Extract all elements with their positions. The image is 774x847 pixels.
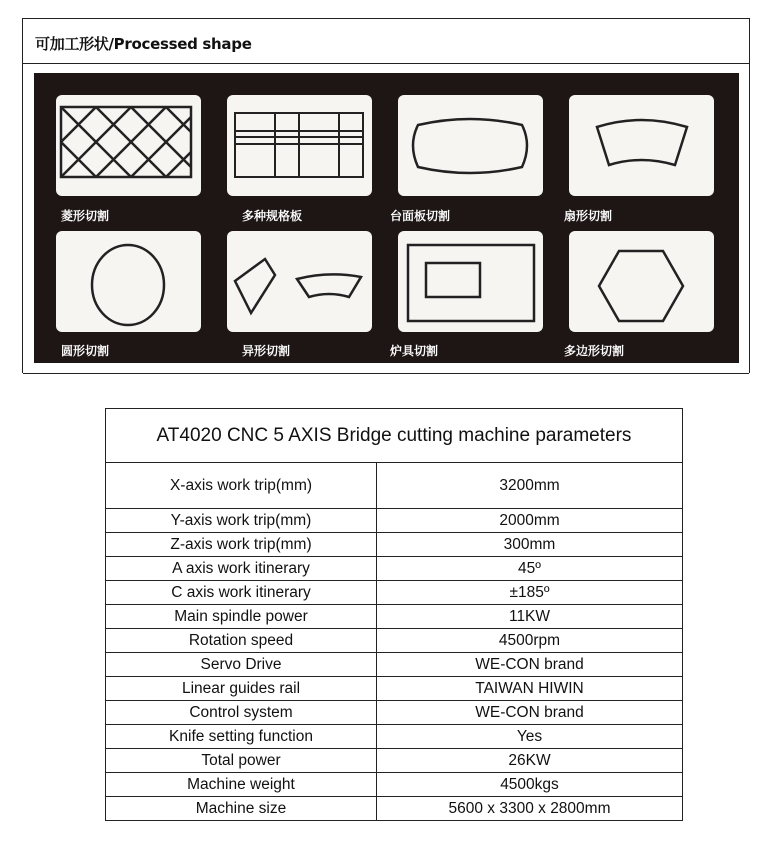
- processed-shape-section: [22, 18, 750, 373]
- stove-cutout-icon: [398, 231, 543, 332]
- param-name: Total power: [106, 749, 377, 773]
- param-name: Control system: [106, 701, 377, 725]
- param-value: 4500kgs: [377, 773, 683, 797]
- table-row: [106, 653, 683, 677]
- shapes-panel: [34, 73, 739, 363]
- param-value: TAIWAN HIWIN: [377, 677, 683, 701]
- param-value: 2000mm: [377, 509, 683, 533]
- table-row: [106, 677, 683, 701]
- shape-label: 圆形切割: [61, 344, 110, 358]
- countertop-icon: [398, 95, 543, 196]
- fan-shape-icon: [569, 95, 714, 196]
- param-name: Machine size: [106, 797, 377, 821]
- table-row: [106, 725, 683, 749]
- table-row: [106, 797, 683, 821]
- param-value: 300mm: [377, 533, 683, 557]
- divider: [23, 63, 749, 64]
- param-name: Knife setting function: [106, 725, 377, 749]
- table-row: [106, 629, 683, 653]
- param-value: 3200mm: [377, 463, 683, 509]
- multi-size-grid-icon: [227, 95, 372, 196]
- param-value: 26KW: [377, 749, 683, 773]
- param-value: 45º: [377, 557, 683, 581]
- parameters-table: [105, 408, 683, 821]
- irregular-shape-icon: [227, 231, 372, 332]
- param-value: ±185º: [377, 581, 683, 605]
- param-name: Machine weight: [106, 773, 377, 797]
- table-row: [106, 773, 683, 797]
- table-row: [106, 509, 683, 533]
- param-name: X-axis work trip(mm): [106, 463, 377, 509]
- param-name: Y-axis work trip(mm): [106, 509, 377, 533]
- table-row: [106, 533, 683, 557]
- table-title: AT4020 CNC 5 AXIS Bridge cutting machine parameters: [106, 409, 683, 463]
- shape-label: 异形切割: [242, 344, 291, 358]
- table-row: [106, 557, 683, 581]
- shape-label: 炉具切割: [390, 344, 439, 358]
- param-value: WE-CON brand: [377, 653, 683, 677]
- shape-label: 菱形切割: [61, 209, 110, 223]
- param-value: WE-CON brand: [377, 701, 683, 725]
- table-row: [106, 605, 683, 629]
- param-name: Rotation speed: [106, 629, 377, 653]
- param-name: Z-axis work trip(mm): [106, 533, 377, 557]
- param-name: Main spindle power: [106, 605, 377, 629]
- shape-label: 多边形切割: [564, 344, 625, 358]
- param-name: Servo Drive: [106, 653, 377, 677]
- hexagon-icon: [569, 231, 714, 332]
- divider: [23, 373, 749, 374]
- param-name: C axis work itinerary: [106, 581, 377, 605]
- param-name: Linear guides rail: [106, 677, 377, 701]
- param-value: 11KW: [377, 605, 683, 629]
- param-value: 5600 x 3300 x 2800mm: [377, 797, 683, 821]
- param-value: 4500rpm: [377, 629, 683, 653]
- section-title: 可加工形状/Processed shape: [35, 35, 252, 53]
- param-value: Yes: [377, 725, 683, 749]
- table-row: [106, 749, 683, 773]
- diamond-grid-icon: [56, 95, 201, 196]
- param-name: A axis work itinerary: [106, 557, 377, 581]
- table-row: [106, 701, 683, 725]
- shape-label: 扇形切割: [564, 209, 613, 223]
- circle-icon: [56, 231, 201, 332]
- table-row: [106, 581, 683, 605]
- shape-label: 台面板切割: [390, 209, 451, 223]
- shape-label: 多种规格板: [242, 209, 303, 223]
- table-row: [106, 463, 683, 509]
